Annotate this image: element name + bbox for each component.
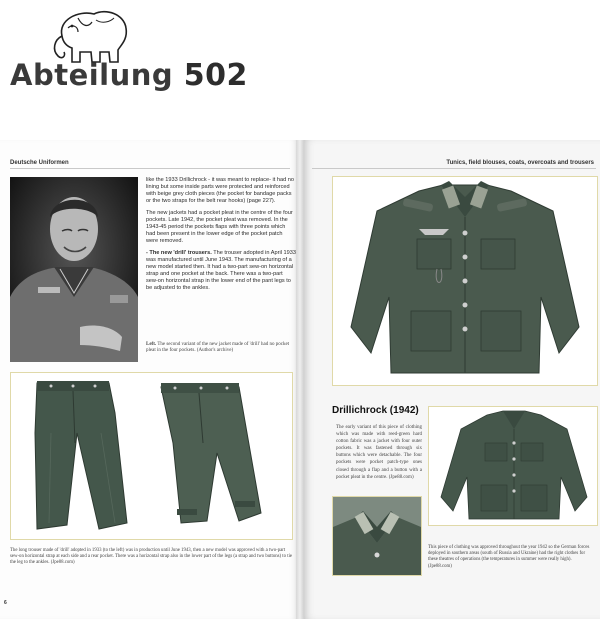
drillichrock-jacket-illustration: [333, 177, 597, 385]
brand-name: Abteilung: [10, 58, 174, 92]
drill-jacket-photo-frame: [428, 406, 598, 526]
trousers-photo-frame: [10, 372, 293, 540]
right-header-rule: [312, 168, 596, 169]
section-title: Drillichrock (1942): [332, 405, 419, 416]
trousers-text: The trouser adopted in April 1933 was manufactured until June 1943. The manufacturing of a new model started then. It had a two-part sew-on horizontal strap and one pocket at the back. There was a two-part sew-on horizontal strap in the lower end of the pant legs to be adjusted to the ankles.: [146, 250, 296, 291]
left-paragraph-1: like the 1933 Drillichrock - it was meant to replace- it had no lining but some inside parts were protected and reinforced with beige grey cloth pieces (the pocket for bandage packs or the two straps for the belt rear hooks) (page 227).: [146, 177, 294, 204]
collar-detail-photo-frame: [332, 496, 422, 576]
book-gutter: [296, 140, 304, 619]
drill-jacket-illustration: [429, 407, 597, 525]
jacket-photo-frame: [332, 176, 598, 386]
trousers-caption: The long trouser made of 'drill' adopted in 1933 (to the left) was in production until June 1943, then a new model was approved with a two-part sew-on horizontal strap at each side and a rear pocket. There was a horizontal strap also in the lower part of the legs (a strap and two buttons) to tie the leg to the ankles. (Jpe88.com): [10, 548, 293, 566]
right-running-head: Tunics, field blouses, coats, overcoats and trousers: [446, 160, 594, 166]
trousers-heading: - The new 'drill' trousers.: [146, 250, 212, 256]
collar-detail-illustration: [333, 497, 421, 575]
soldier-portrait-photo: [10, 177, 138, 362]
soldier-portrait-illustration: [10, 177, 138, 362]
page-number: 6: [4, 600, 7, 606]
trousers-illustration: [11, 373, 292, 539]
brand-number: 502: [183, 58, 248, 93]
section-text: The early variant of this piece of clothing which was made with reed-green hard cotton fabric was a jacket with four outer pockets. It was fastened through six buttons which were detachable. The four pockets were pocket patch-type ones closed through a flap and a button with a pocket pleat in the centre. (Jpe88.com): [336, 425, 422, 480]
left-running-head: Deutsche Uniformen: [10, 160, 69, 166]
left-paragraph-2: The new jackets had a pocket pleat in the centre of the four pockets. Late 1942, the pocket pleat was removed. In the 1943-45 period the pockets flaps with three points which had been present in the lower edge of the pocket patch were removed.: [146, 210, 293, 244]
portrait-caption-text: The second variant of the new jacket made of 'drill' had no pocket pleat in the four pockets. (Author's archive): [146, 342, 290, 354]
brand-wordmark: [10, 58, 248, 93]
left-body-text: [146, 177, 296, 297]
portrait-caption: [146, 342, 294, 355]
drill-jacket-caption: This piece of clothing was approved throughout the year 1942 so the German forces deployed in southern areas (south of Russia and Ukraine) had the right clothes for these theatres of operations (the temperatures in summer were really high). (Jpe88.com): [428, 545, 590, 569]
trousers-paragraph: [146, 250, 296, 292]
left-header-rule: [10, 168, 290, 169]
publisher-logo: [0, 0, 600, 140]
portrait-caption-label: Left.: [146, 342, 157, 347]
